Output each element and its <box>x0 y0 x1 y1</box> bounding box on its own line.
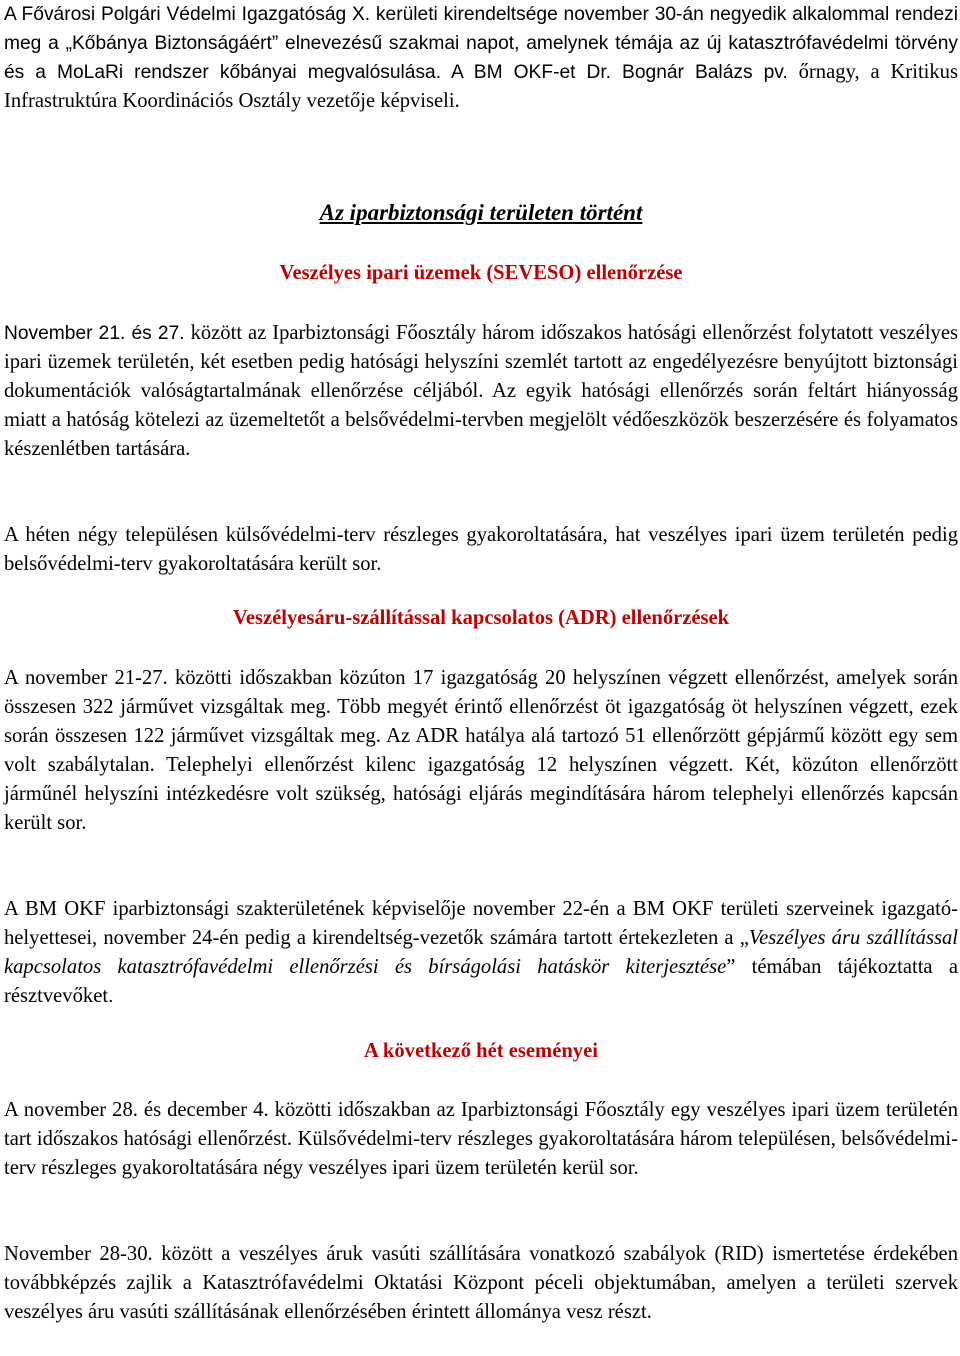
seveso-p1-date: November 21. és 27. <box>4 323 185 344</box>
adr-p2-period: . <box>108 986 114 1007</box>
adr-title: Veszélyesáru-szállítással kapcsolatos (ADR) ellenőrzések <box>232 607 730 629</box>
intro-text-part1: A Fővárosi Polgári Védelmi Igazgatóság X. kerületi kirendeltsége november 30-án negyedik alkalommal rendezi meg a „Kőbánya Biztonságáért” elnevezésű szakmai napot, amelynek témája az új katasztrófavédelmi törvény és a MoLaRi rendszer <box>4 4 958 83</box>
adr-p2-text-b: ” témában tájékoztatta a résztvevőket <box>4 956 958 1007</box>
intro-text-part2: kőbányai megvalósulása. A BM OKF-et Dr. Bognár Balázs pv. <box>219 62 788 83</box>
intro-paragraph-block <box>4 0 958 116</box>
next-week-title: A következő hét eseményei <box>364 1040 598 1062</box>
seveso-paragraph-1-block <box>4 319 958 464</box>
adr-paragraph-2 <box>4 895 958 1011</box>
adr-title-block <box>4 607 958 630</box>
next-week-paragraph-1-block <box>4 1096 958 1183</box>
seveso-paragraph-2-block <box>4 521 958 579</box>
adr-paragraph-1-block <box>4 664 958 838</box>
adr-p2-title: Veszélyes áru szállítással kapcsolatos katasztrófavédelmi ellenőrzési és bírságolási hatáskör kiterjesztése <box>4 927 958 978</box>
next-week-paragraph-2-block <box>4 1240 958 1327</box>
adr-p2-text-a: A BM OKF iparbiztonsági szakterületének képviselője november 22-én a BM OKF területi szerveinek igazgató-helyettesei, november 24-én pedig a kirendeltség-vezetők számára tartott értekezleten a „ <box>4 898 958 949</box>
seveso-title-block <box>4 262 958 285</box>
next-week-paragraph-1: A november 28. és december 4. közötti időszakban az Iparbiztonsági Főosztály egy veszélyes ipari üzem területén tart időszakos hatósági ellenőrzést. Külsővédelmi-terv részleges gyakoroltatására három településen, belsővédelmi-terv részleges gyakoroltatására négy veszélyes ipari üzem területén kerül sor. <box>4 1099 958 1179</box>
intro-paragraph <box>4 0 958 116</box>
section-title-block <box>4 200 958 226</box>
adr-paragraph-2-block <box>4 895 958 1011</box>
adr-paragraph-1: A november 21-27. közötti időszakban közúton 17 igazgatóság 20 helyszínen végzett ellenőrzést, amelyek során összesen 322 járművet vizsgáltak meg. Több megyét érintő ellenőrzést öt igazgatóság öt helyszínen végzett, ezek során összesen 122 járművet vizsgáltak meg. Az ADR hatálya alá tartozó 51 ellenőrzött gépjármű között egy sem volt szabálytalan. Telephelyi ellenőrzést kilenc igazgatóság 12 helyszínen végzett. Két, közúton ellenőrzött járműnél helyszíni intézkedésre volt szükség, hatósági eljárás megindítására három telephelyi ellenőrzés kapcsán került sor. <box>4 667 958 834</box>
seveso-title: Veszélyes ipari üzemek (SEVESO) ellenőrzése <box>279 262 683 284</box>
next-week-title-block <box>4 1040 958 1063</box>
next-week-paragraph-2: November 28-30. között a veszélyes áruk vasúti szállítására vonatkozó szabályok (RID) ismertetése érdekében továbbképzés zajlik a Katasztrófavédelmi Oktatási Központ péceli objektumában, amelyen a területi szervek veszélyes áru vasúti szállításának ellenőrzésében érintett állománya vesz részt. <box>4 1243 958 1323</box>
intro-text-part3: őrnagy, a Kritikus Infrastruktúra Koordinációs Osztály vezetője képviseli. <box>4 61 958 112</box>
seveso-paragraph-1 <box>4 319 958 464</box>
section-title: Az iparbiztonsági területen történt <box>319 200 643 225</box>
seveso-paragraph-2: A héten négy településen külsővédelmi-terv részleges gyakoroltatására, hat veszélyes ipari üzem területén pedig belsővédelmi-terv gyakoroltatására került sor. <box>4 524 958 575</box>
seveso-p1-text: között az Iparbiztonsági Főosztály három időszakos hatósági ellenőrzést folytatott veszélyes ipari üzemek területén, két esetben pedig hatósági helyszíni szemlét tartott az engedélyezésre benyújtott biztonsági dokumentációk valóságtartalmának ellenőrzése céljából. Az egyik hatósági ellenőrzés során feltárt hiányosság miatt a hatóság kötelezi az üzemeltetőt a belsővédelmi-tervben megjelölt védőeszközök beszerzésére és folyamatos készenlétben tartására. <box>4 322 958 460</box>
